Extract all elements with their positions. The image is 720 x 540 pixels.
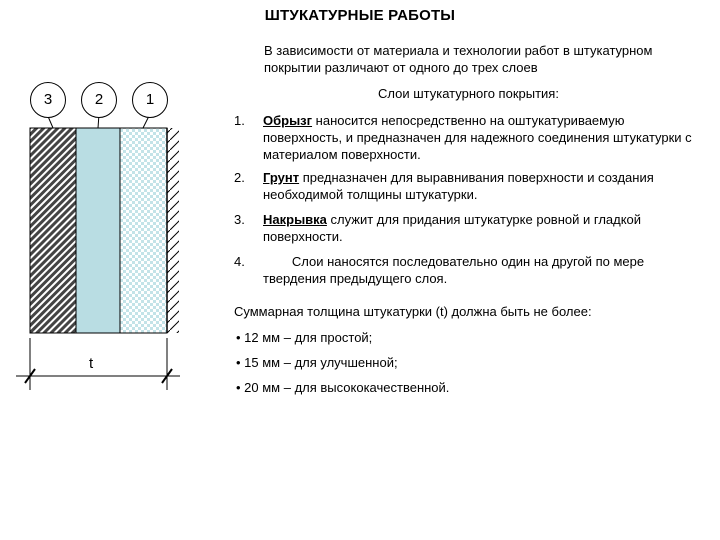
item-text: наносится непосредственно на оштукатуриваемую поверхность, и предназначен для надежного соединения штукатурки с материалом поверхности. [263, 113, 692, 162]
page-title: ШТУКАТУРНЫЕ РАБОТЫ [264, 7, 456, 24]
item-number: 3. [234, 212, 245, 227]
layer-2-grunt [76, 128, 120, 333]
item-term: Обрызг [263, 113, 313, 128]
thickness-label: t [89, 355, 94, 372]
bullet-improved: • 15 мм – для улучшенной; [236, 355, 398, 370]
item-text: служит для придания штукатурке ровной и гладкой поверхности. [263, 212, 642, 244]
layer-2-marker: 2 [81, 82, 117, 118]
intro-text: В зависимости от материала и технологии работ в штукатурном покрытии различают от одного до трех слоев [264, 43, 653, 75]
plaster-layers-diagram [0, 0, 230, 400]
layers-heading: Слои штукатурного покрытия: [378, 86, 559, 101]
summary-text: Суммарная толщина штукатурки (t) должна быть не более: [234, 304, 592, 319]
item-text: предназначен для выравнивания поверхности и создания необходимой толщины штукатурки. [263, 170, 654, 202]
layer-1-checkered [120, 128, 167, 333]
bullet-simple: • 12 мм – для простой; [236, 330, 373, 345]
item-number: 4. [234, 254, 245, 269]
item-text: Слои наносятся последовательно один на другой по мере твердения предыдущего слоя. [263, 254, 645, 286]
layer-3-marker: 3 [30, 82, 66, 118]
list-item [234, 112, 704, 164]
layer-1-marker: 1 [132, 82, 168, 118]
item-number: 1. [234, 113, 245, 128]
list-item [234, 169, 704, 205]
list-item [234, 211, 704, 247]
bullet-high-quality: • 20 мм – для высококачественной. [236, 380, 450, 395]
list-item [234, 253, 704, 289]
item-term: Грунт [263, 170, 300, 185]
layer-3-hatched [30, 128, 76, 333]
item-term: Накрывка [263, 212, 327, 227]
wall-hatch [167, 128, 179, 333]
item-number: 2. [234, 170, 245, 185]
